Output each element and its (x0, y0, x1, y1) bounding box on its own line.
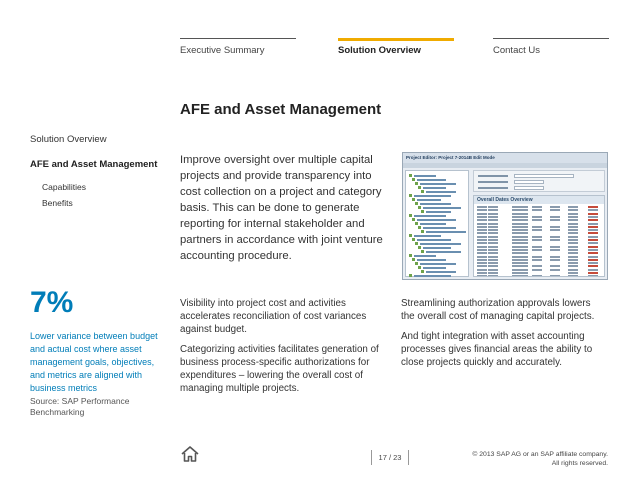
overview-cell (588, 226, 598, 228)
tree-node-icon (421, 210, 424, 213)
overview-cell (488, 262, 498, 264)
tree-node-icon (409, 174, 412, 177)
overview-cell (588, 216, 598, 218)
overview-cell (488, 209, 498, 211)
overview-cell (588, 246, 598, 248)
overview-cell (568, 219, 578, 221)
overview-cell (532, 249, 542, 251)
overview-cell (550, 256, 560, 258)
overview-cell (488, 239, 498, 241)
overview-cell (588, 256, 598, 258)
nav-contact-us[interactable] (493, 38, 609, 56)
overview-cell (588, 206, 598, 208)
overview-cell (488, 242, 498, 244)
overview-cell (512, 239, 528, 241)
sidebar-section-title[interactable]: Solution Overview (30, 134, 107, 145)
tree-node-icon (418, 226, 421, 229)
tree-node-icon (412, 238, 415, 241)
overview-cell (512, 209, 528, 211)
tree-node (417, 239, 451, 241)
overview-cell (532, 226, 542, 228)
overview-cell (477, 236, 487, 238)
overview-cell (488, 252, 498, 254)
tree-node-icon (418, 266, 421, 269)
tree-node-icon (421, 250, 424, 253)
tree-node-icon (421, 230, 424, 233)
overview-cell (568, 252, 578, 254)
overview-cell (488, 249, 498, 251)
benefit-paragraph: Streamlining authorization approvals lowers the overall cost of managing capital projects. (401, 298, 595, 322)
overview-cell (568, 269, 578, 271)
form-label (478, 187, 508, 189)
overview-cell (588, 236, 598, 238)
overview-cell (568, 236, 578, 238)
overview-cell (512, 249, 528, 251)
overview-cell (568, 246, 578, 248)
tree-node (420, 203, 451, 205)
overview-cell (477, 216, 487, 218)
overview-cell (532, 275, 542, 277)
overview-cell (550, 275, 560, 277)
nav-executive-summary[interactable] (180, 38, 296, 56)
overview-cell (568, 249, 578, 251)
overview-cell (477, 259, 487, 261)
overview-cell (512, 226, 528, 228)
overview-cell (477, 206, 487, 208)
overview-cell (512, 256, 528, 258)
overview-cell (532, 216, 542, 218)
overview-cell (488, 236, 498, 238)
sidebar-item-afe-asset-management[interactable]: AFE and Asset Management (30, 159, 158, 170)
overview-cell (550, 216, 560, 218)
copyright-line: All rights reserved. (551, 460, 608, 467)
overview-cell (550, 219, 560, 221)
overview-cell (550, 206, 560, 208)
overview-cell (550, 226, 560, 228)
tree-node (423, 267, 446, 269)
tree-node (414, 215, 446, 217)
overview-cell (588, 209, 598, 211)
tree-node (426, 271, 456, 273)
tree-node (426, 251, 461, 253)
overview-cell (550, 249, 560, 251)
overview-cell (512, 252, 528, 254)
tree-node-icon (418, 206, 421, 209)
copyright-line: © 2013 SAP AG or an SAP affiliate company. (472, 451, 608, 458)
tree-node (414, 275, 451, 277)
benefit-paragraph: Categorizing activities facilitates generation of business process-specific authorizations for expenditures – lowering the overall cost of managing multiple projects. (180, 344, 379, 394)
nav-label: Solution Overview (338, 45, 421, 56)
overview-cell (532, 209, 542, 211)
copyright (472, 450, 608, 468)
overview-cell (588, 219, 598, 221)
overview-cell (477, 239, 487, 241)
tree-node-icon (409, 234, 412, 237)
overview-cell (488, 246, 498, 248)
overview-row (474, 275, 605, 277)
overview-cell (512, 223, 528, 225)
tree-node-icon (415, 182, 418, 185)
tree-node (426, 231, 466, 233)
nav-divider (493, 38, 609, 39)
screenshot-title: Project Editor: Project 7-2014B Edit Mode (403, 153, 607, 163)
sidebar-item-benefits[interactable]: Benefits (42, 198, 73, 208)
overview-cell (588, 275, 598, 277)
benefit-paragraph: Visibility into project cost and activities accelerates reconciliation of cost variances against budget. (180, 298, 367, 335)
tree-node (426, 211, 451, 213)
overview-cell (588, 252, 598, 254)
tree-node-icon (409, 274, 412, 277)
tree-node-icon (409, 254, 412, 257)
overview-cell (477, 275, 487, 277)
overview-cell (488, 265, 498, 267)
tree-node (420, 263, 456, 265)
overview-cell (488, 232, 498, 234)
overview-cell (512, 213, 528, 215)
overview-cell (477, 226, 487, 228)
overview-cell (588, 239, 598, 241)
overview-cell (568, 275, 578, 277)
overview-cell (488, 216, 498, 218)
nav-divider (180, 38, 296, 39)
overview-cell (588, 272, 598, 274)
overview-cell (488, 223, 498, 225)
overview-cell (588, 249, 598, 251)
overview-cell (488, 259, 498, 261)
tree-node-icon (412, 218, 415, 221)
screenshot-toolbar (403, 163, 607, 168)
tree-node-icon (418, 246, 421, 249)
tree-node (414, 175, 436, 177)
overview-cell (532, 246, 542, 248)
overview-cell (532, 229, 542, 231)
overview-cell (568, 216, 578, 218)
tree-node-icon (415, 262, 418, 265)
tree-node (426, 191, 456, 193)
form-label (478, 181, 508, 183)
benefit-paragraph: And tight integration with asset accounting processes gives financial areas the ability to close projects quickly and accurately. (401, 331, 593, 368)
tree-node (417, 179, 446, 181)
tree-node (414, 195, 451, 197)
overview-cell (568, 232, 578, 234)
overview-cell (488, 206, 498, 208)
overview-cell (588, 213, 598, 215)
overview-cell (512, 272, 528, 274)
overview-cell (488, 275, 498, 277)
overview-cell (550, 259, 560, 261)
overview-cell (477, 209, 487, 211)
overview-cell (512, 236, 528, 238)
benefits-column-right (401, 297, 606, 376)
overview-cell (477, 223, 487, 225)
tree-node-icon (415, 202, 418, 205)
overview-cell (588, 242, 598, 244)
nav-label: Executive Summary (180, 45, 265, 56)
tree-node-icon (415, 222, 418, 225)
overview-cell (568, 272, 578, 274)
overview-cell (550, 229, 560, 231)
tree-node (417, 199, 441, 201)
overview-cell (477, 219, 487, 221)
overview-cell (477, 252, 487, 254)
benefits-column-left (180, 297, 380, 402)
overview-cell (512, 206, 528, 208)
tree-node-icon (415, 242, 418, 245)
screenshot-overview-table (473, 195, 605, 277)
overview-cell (568, 259, 578, 261)
product-screenshot (402, 152, 608, 280)
tree-node (417, 219, 456, 221)
overview-cell (550, 246, 560, 248)
form-label (478, 175, 508, 177)
page-title: AFE and Asset Management (180, 101, 382, 118)
overview-cell (512, 229, 528, 231)
overview-cell (568, 229, 578, 231)
overview-cell (568, 213, 578, 215)
overview-cell (568, 256, 578, 258)
overview-cell (588, 229, 598, 231)
screenshot-form (473, 170, 605, 192)
stat-value: 7% (30, 286, 74, 319)
overview-cell (477, 269, 487, 271)
overview-cell (588, 223, 598, 225)
tree-node (420, 223, 446, 225)
nav-label: Contact Us (493, 45, 540, 56)
overview-cell (512, 275, 528, 277)
screenshot-project-tree (405, 170, 469, 277)
stat-description: Lower variance between budget and actual cost where asset management goals, objectives, and metrics are aligned with business metrics (30, 331, 158, 393)
overview-cell (477, 272, 487, 274)
tree-node (423, 227, 456, 229)
overview-cell (568, 239, 578, 241)
overview-cell (550, 209, 560, 211)
overview-cell (532, 239, 542, 241)
nav-active-indicator (338, 38, 454, 41)
overview-cell (550, 236, 560, 238)
overview-cell (550, 265, 560, 267)
home-icon[interactable] (181, 446, 199, 462)
overview-cell (488, 269, 498, 271)
overview-cell (477, 229, 487, 231)
tree-node (414, 235, 441, 237)
form-field (514, 186, 544, 190)
tree-node (423, 187, 446, 189)
overview-cell (477, 249, 487, 251)
tree-node (420, 183, 456, 185)
overview-cell (488, 226, 498, 228)
overview-cell (477, 246, 487, 248)
overview-cell (512, 246, 528, 248)
overview-cell (512, 265, 528, 267)
overview-cell (512, 269, 528, 271)
overview-cell (532, 256, 542, 258)
tree-node (420, 243, 461, 245)
overview-cell (477, 265, 487, 267)
tree-node-icon (421, 190, 424, 193)
tree-node-icon (409, 214, 412, 217)
overview-cell (488, 229, 498, 231)
overview-cell (488, 213, 498, 215)
overview-cell (488, 256, 498, 258)
overview-cell (532, 206, 542, 208)
overview-cell (532, 265, 542, 267)
tree-node-icon (421, 270, 424, 273)
nav-solution-overview[interactable] (338, 38, 454, 56)
tree-node (414, 255, 436, 257)
overview-cell (532, 219, 542, 221)
overview-cell (532, 269, 542, 271)
intro-paragraph: Improve oversight over multiple capital projects and provide transparency into cost collection on a project and category basis. This can be done to generate reporting for internal stakeholder and partners in accordance with joint venture accounting procedure. (180, 154, 383, 262)
tree-node (423, 207, 461, 209)
overview-cell (568, 206, 578, 208)
overview-cell (512, 259, 528, 261)
tree-node-icon (412, 198, 415, 201)
overview-cell (477, 262, 487, 264)
stat-source: Source: SAP Performance Benchmarking (30, 396, 130, 417)
overview-cell (568, 209, 578, 211)
overview-cell (512, 232, 528, 234)
overview-cell (588, 259, 598, 261)
overview-cell (512, 262, 528, 264)
form-field (514, 174, 574, 178)
tree-node-icon (409, 194, 412, 197)
overview-cell (588, 269, 598, 271)
overview-cell (512, 242, 528, 244)
tree-node (417, 259, 446, 261)
overview-cell (568, 242, 578, 244)
overview-cell (488, 272, 498, 274)
overview-cell (532, 259, 542, 261)
overview-cell (512, 216, 528, 218)
tree-node-icon (418, 186, 421, 189)
overview-cell (568, 226, 578, 228)
overview-cell (568, 262, 578, 264)
page-number: 17 / 23 (371, 450, 409, 465)
overview-cell (550, 239, 560, 241)
overview-cell (532, 236, 542, 238)
overview-cell (477, 213, 487, 215)
overview-cell (512, 219, 528, 221)
form-field (514, 180, 544, 184)
overview-cell (477, 256, 487, 258)
overview-cell (568, 223, 578, 225)
overview-cell (568, 265, 578, 267)
screenshot-overview-header: Overall Dates Overview (474, 196, 604, 204)
sidebar-item-capabilities[interactable]: Capabilities (42, 182, 86, 192)
overview-cell (488, 219, 498, 221)
tree-node (423, 247, 451, 249)
overview-cell (588, 232, 598, 234)
overview-cell (477, 232, 487, 234)
tree-node-icon (412, 258, 415, 261)
tree-node-icon (412, 178, 415, 181)
overview-cell (588, 265, 598, 267)
overview-cell (588, 262, 598, 264)
overview-cell (477, 242, 487, 244)
overview-cell (550, 269, 560, 271)
